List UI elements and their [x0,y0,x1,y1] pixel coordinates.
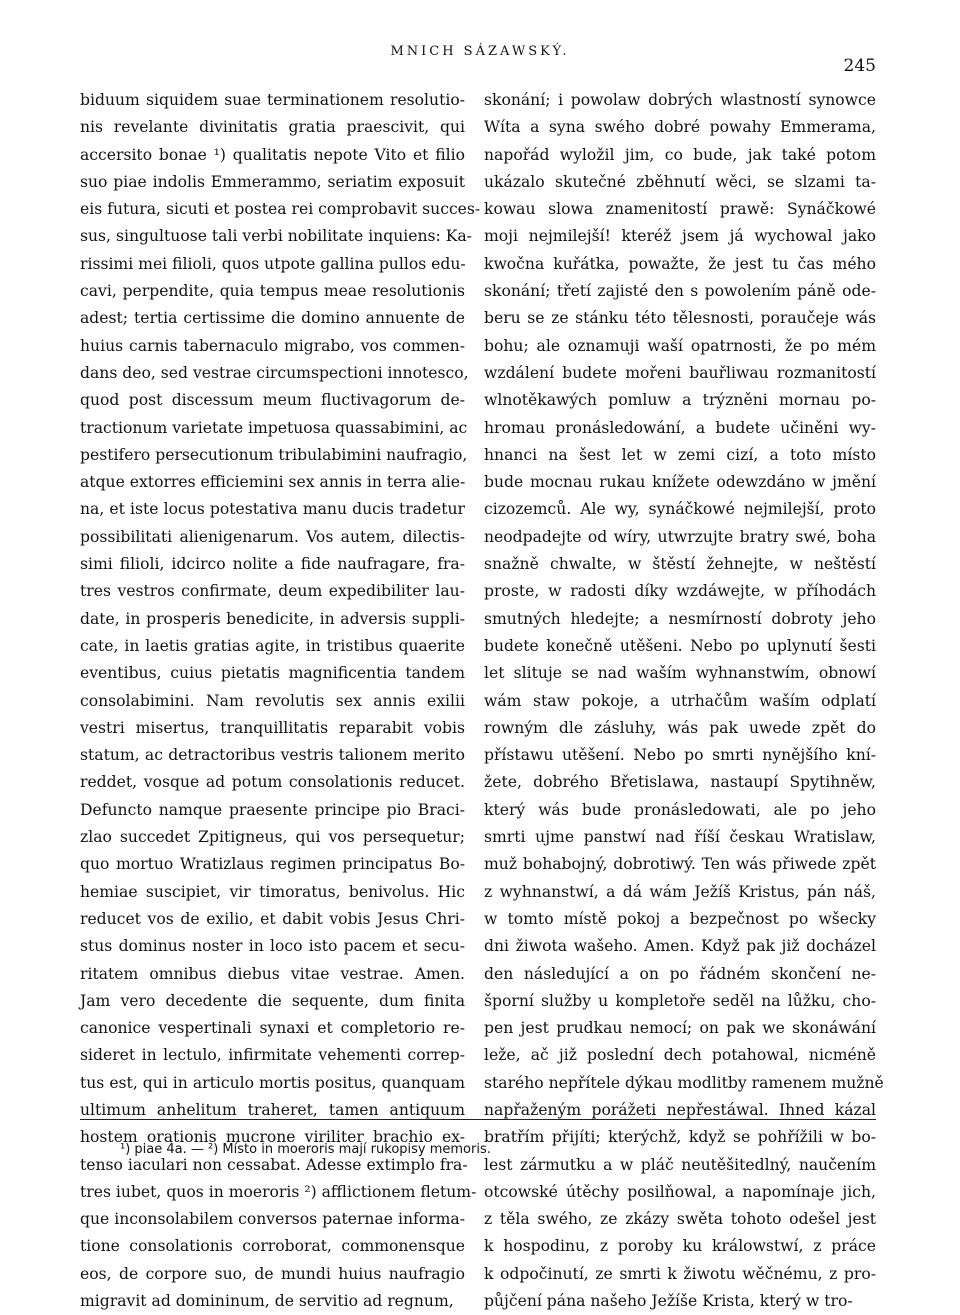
czech-line: bohu; ale oznamuji waší opatrnosti, že po mém [484,336,876,355]
czech-line: kowau slowa znamenitostí prawě: Synáčkowé [484,200,876,219]
czech-line: půjčení pána našeho Ježíše Krista, který w tro- [484,1292,853,1311]
latin-line: hostem orationis mucrone viriliter brachio ex- [80,1128,465,1147]
czech-line: let slituje se nad waším wyhnanstwím, obnowí [484,664,876,683]
latin-line: tenso iaculari non cessabat. Adesse extimplo fra- [80,1155,468,1174]
latin-line: sus, singultuose tali verbi nobilitate inquiens: Ka- [80,227,472,246]
czech-line: kwočna kuřátka, powažte, že jest tu čas mého [484,254,876,273]
czech-line: beru se ze stánku této tělesnosti, poraučeje wás [484,309,876,328]
czech-line: k odpočinutí, ze smrti k žiwotu wěčnému, z pro- [484,1264,876,1283]
latin-line: Defuncto namque praesente principe pio Braci- [80,800,465,819]
latin-line: hemiae suscipiet, vir timoratus, benivolus. Hic [80,882,465,901]
latin-line: pestifero persecutionum tribulabimini naufragio, [80,445,468,464]
latin-line: adest; tertia certissime die domino annuente de [80,309,465,328]
czech-line: z těla swého, ze zkázy swěta tohoto odešel jest [484,1210,876,1229]
latin-line: quod post discessum meum fluctivagorum de- [80,391,465,410]
czech-line: šporní služby u kompletoře seděl na lůžku, cho- [484,991,876,1010]
czech-line: neodpadejte od wíry, utwrzujte bratry swé, boha [484,527,876,546]
czech-line: skonání; i powolaw dobrých wlastností synowce [484,91,876,109]
czech-line: bude mocnau rukau knížete odewzdáno w jmění [484,473,876,492]
czech-line: žete, dobrého Břetislawa, nastaupí Spytihněw, [484,773,876,792]
czech-line: z wyhnanstwí, a dá wám Ježíš Kristus, pán náš, [484,882,876,901]
czech-line: den následující a on po řádném skončení ne- [484,964,876,983]
latin-line: cavi, perpendite, quia tempus meae resolutionis [80,282,465,301]
czech-line: moji nejmilejší! kteréž jsem já wychowal jako [484,227,876,246]
latin-line: na, et iste locus potestativa manu ducis tradetur [80,500,465,519]
latin-line: ultimum anhelitum traheret, tamen antiquum [80,1100,465,1119]
czech-line: starého nepřítele dýkau modlitby ramenem mužně [484,1073,884,1092]
latin-line: tres vestros confirmate, deum expedibiliter lau- [80,582,465,601]
latin-line: quo mortuo Wratizlaus regimen principatus Bo- [80,855,465,874]
czech-line: muž bohabojný, dobrotiwý. Ten wás přiwede zpět [484,855,876,874]
czech-line: hromau pronásledowání, a budete učiněni wy- [484,418,876,437]
czech-line: k hospodinu, z poroby ku králowstwí, z práce [484,1237,876,1256]
czech-line: dni žiwota wašeho. Amen. Když pak již docházel [484,937,876,956]
latin-line: canonice vespertinali synaxi et completorio re- [80,1019,465,1038]
czech-column [484,87,884,1315]
latin-line: sideret in lectulo, infirmitate vehementi correp- [80,1046,465,1065]
czech-line: rowným dle zásluhy, wás pak uwede zpět do [484,718,876,737]
czech-line: napřaženým porážeti nepřestáwal. Ihned kázal [484,1100,876,1119]
latin-line: simi filioli, idcirco nolite a fide naufragare, fra- [80,555,465,574]
latin-line: vestri misertus, tranquillitatis reparabit vobis [80,718,465,737]
czech-line: smrti ujme panstwí nad říší českau Wratislaw, [484,828,876,847]
czech-line: ukázalo skutečné zběhnutí wěci, se slzami ta- [484,172,876,191]
czech-line: otcowské útěchy posilňowal, a napomínaje jich, [484,1182,876,1201]
czech-line: přístawu utěšení. Nebo po smrti nynějšího kní- [484,746,876,765]
footnote-rule [80,1119,876,1120]
czech-line: hnanci na šest let w zemi cizí, a toto místo [484,445,876,464]
latin-column [80,87,481,1315]
latin-line: ritatem omnibus diebus vitae vestrae. Amen. [80,964,465,983]
latin-line: tione consolationis corroborat, commonensque [80,1237,465,1256]
czech-line: leže, ač již poslední dech potahowal, nicméně [484,1046,876,1065]
latin-line: migravit ad domininum, de servitio ad regnum, [80,1292,454,1311]
czech-line: který wás bude pronásledowati, ale po jeho [484,800,876,819]
latin-line: tractionum varietate impetuosa quassabimini, ac [80,418,468,437]
latin-line: dans deo, sed vestrae circumspectioni innotesco, [80,363,469,382]
latin-line: tus est, qui in articulo mortis positus, quanquam [80,1073,465,1092]
czech-line: napořád wyložil jim, co bude, jak také potom [484,145,876,164]
czech-line: wlnotěkawých pomluw a trýzněni mornau po- [484,391,876,410]
latin-line: atque extorres efficiemini sex annis in terra alie- [80,473,466,492]
latin-line: consolabimini. Nam revolutis sex annis exilii [80,691,465,710]
czech-line: proste, w radosti díky wzdáwejte, w příhodách [484,582,876,601]
latin-line: huius carnis tabernaculo migrabo, vos commen- [80,336,465,355]
latin-line: rissimi mei filioli, quos utpote gallina pullos edu- [80,254,466,273]
latin-line: statum, ac detractoribus vestris talionem merito [80,746,465,765]
czech-line: skonání; třetí zajisté den s powolením páně ode- [484,282,876,301]
czech-line: lest zármutku a w pláč neutěšitedlný, naučením [484,1155,876,1174]
latin-line: suo piae indolis Emmerammo, seriatim exposuit [80,172,465,191]
czech-line: wzdálení budete mořeni bauřliwau rozmanitostí [484,363,876,382]
latin-line: stus dominus noster in loco isto pacem et secu- [80,937,465,956]
czech-line: bratřím přijíti; kterýchž, když se pohřížili w bo- [484,1128,876,1147]
czech-line: pen jest prudkau nemocí; on pak we skonáwání [484,1019,876,1038]
czech-line: snažně chwalte, w štěstí žehnejte, w neštěstí [484,555,876,574]
latin-line: reducet vos de exilio, et dabit vobis Jesus Chri- [80,909,465,928]
latin-line: tres iubet, quos in moeroris ²) afflictionem fletum- [80,1182,477,1201]
latin-line: eis futura, sicuti et postea rei comprobavit succes- [80,200,481,219]
czech-line: Wíta a syna swého dobré powahy Emmerama, [484,118,876,137]
latin-line: possibilitati alienigenarum. Vos autem, dilectis- [80,527,465,546]
latin-line: reddet, vosque ad potum consolationis reducet. [80,773,465,792]
latin-line: zlao succedet Zpitigneus, qui vos persequetur; [80,828,465,847]
latin-line: eos, de corpore suo, de mundi huius naufragio [80,1264,465,1283]
footnote: ¹) piae 4a. — ²) Místo in moeroris mají rukopisy memoris. [120,1142,491,1157]
czech-line: wám staw pokoje, a utrhačům waším odplatí [484,691,876,710]
latin-line: date, in prosperis benedicite, in adversis suppli- [80,609,465,628]
latin-line: Jam vero decedente die sequente, dum finita [80,991,465,1010]
czech-line: cizozemců. Ale wy, synáčkowé nejmilejší, proto [484,500,876,519]
czech-line: budete konečně utěšeni. Nebo po uplynutí šesti [484,636,876,655]
latin-line: que inconsolabilem conversos paternae informa- [80,1210,465,1229]
latin-line: eventibus, cuius pietatis magnificentia tandem [80,664,465,683]
latin-line: cate, in laetis gratias agite, in tristibus quaerite [80,636,465,655]
latin-line: nis revelante divinitatis gratia praescivit, qui [80,118,465,137]
czech-line: w tomto místě pokoj a bezpečnost po wšecky [484,909,876,928]
running-head: MNICH SÁZAWSKÝ. [390,44,570,59]
page-number: 245 [843,56,876,76]
czech-line: smutných hledejte; a nesmírností dobroty jeho [484,609,876,628]
latin-line: accersito bonae ¹) qualitatis nepote Vito et filio [80,145,465,164]
latin-line: biduum siquidem suae terminationem resolutio- [80,91,465,109]
